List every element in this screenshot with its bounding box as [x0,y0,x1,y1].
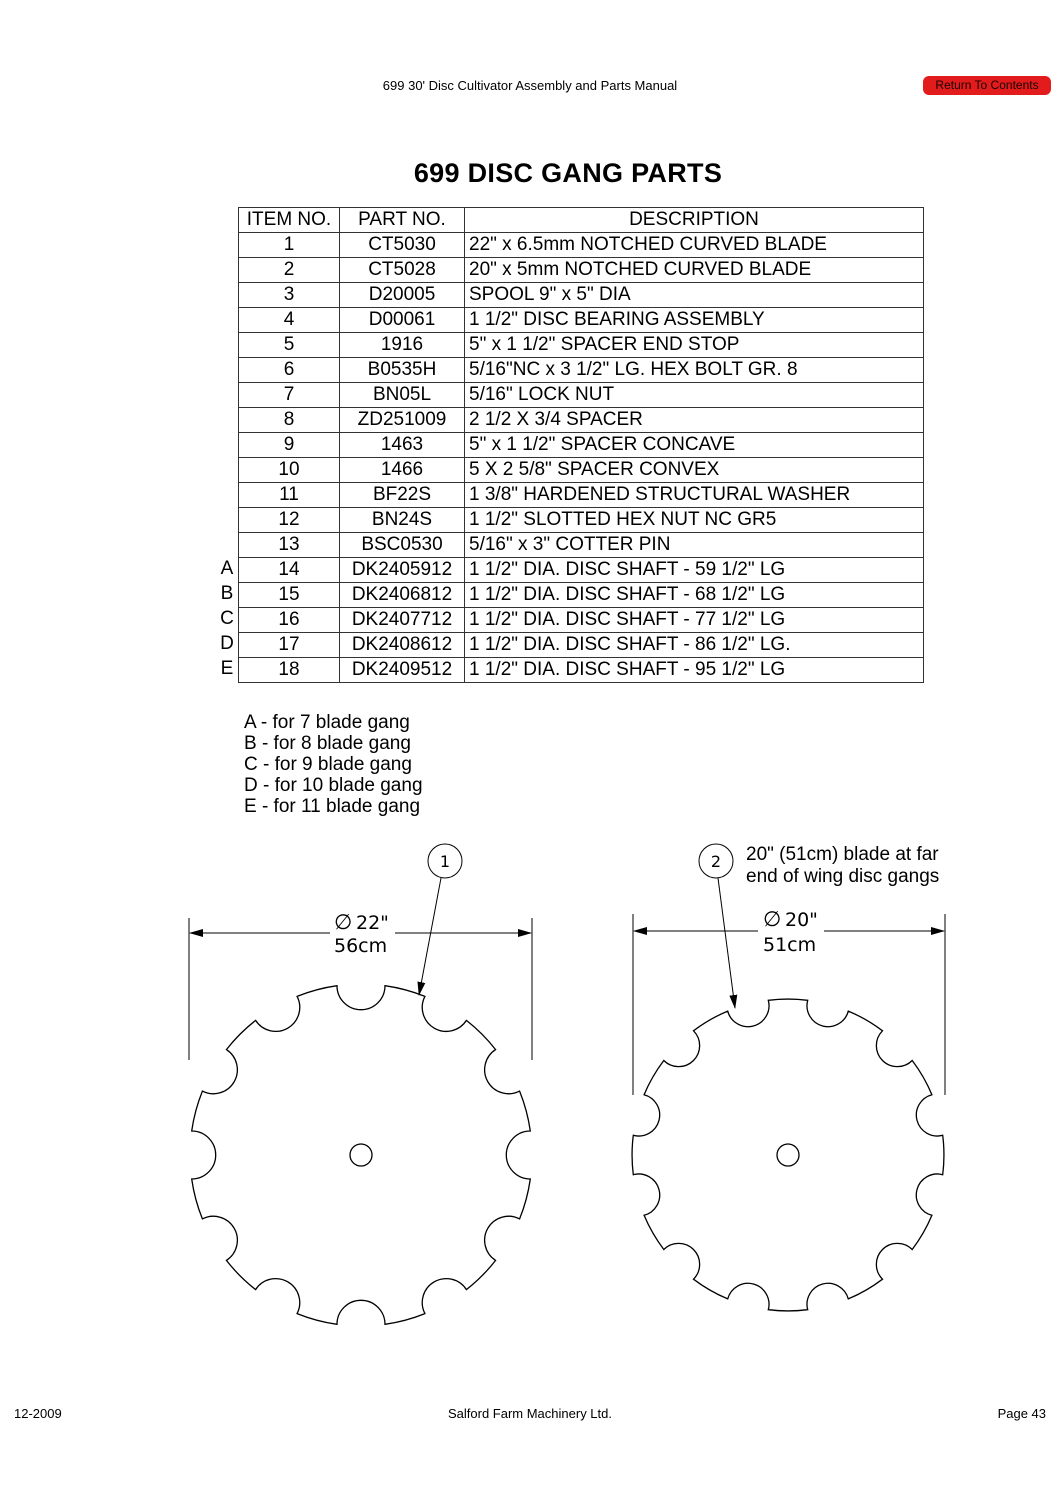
part-number-cell: DK2409512 [340,658,465,683]
footer-page-number: Page 43 [997,1406,1046,1421]
callout-leader-1 [419,878,441,995]
diameter-symbol-icon: ∅ [334,910,353,934]
item-number-cell: 6 [239,358,340,383]
item-number-cell: 15 [239,583,340,608]
part-number-cell: BN24S [340,508,465,533]
description-cell: 5/16"NC x 3 1/2" LG. HEX BOLT GR. 8 [465,358,924,383]
blade-22-dimension-cm: 56cm [334,935,388,957]
part-number-cell: DK2407712 [340,608,465,633]
item-number-cell: 2 [239,258,340,283]
blade-20-note-line-1: 20" (51cm) blade at far [746,844,939,865]
description-cell: 5" x 1 1/2" SPACER CONCAVE [465,433,924,458]
item-number-cell: 12 [239,508,340,533]
diameter-symbol-icon: ∅ [763,907,782,931]
item-number-cell: 10 [239,458,340,483]
part-number-cell: ZD251009 [340,408,465,433]
row-letter-marker: D [220,633,234,654]
description-cell: 5/16" LOCK NUT [465,383,924,408]
description-cell: 1 1/2" DIA. DISC SHAFT - 59 1/2" LG [465,558,924,583]
part-number-cell: CT5030 [340,233,465,258]
item-number-cell: 11 [239,483,340,508]
item-number-cell: 3 [239,283,340,308]
callout-number-2: 2 [710,852,722,871]
row-letter-marker: E [220,658,234,679]
part-number-cell: DK2406812 [340,583,465,608]
item-number-cell: 16 [239,608,340,633]
footer-date: 12-2009 [14,1406,62,1421]
note-line: E - for 11 blade gang [244,796,421,817]
blade-22-center-hole [350,1144,372,1166]
blade-22-dimension-inch: 22" [356,912,389,934]
blade-20-dimension-inch: 20" [785,909,818,931]
part-number-cell: BSC0530 [340,533,465,558]
part-number-cell: CT5028 [340,258,465,283]
description-cell: 1 1/2" DIA. DISC SHAFT - 95 1/2" LG [465,658,924,683]
item-number-cell: 13 [239,533,340,558]
blade-20-outline [632,999,944,1311]
row-letter-marker: A [220,558,234,579]
blade-20-center-hole [777,1144,799,1166]
description-cell: 1 1/2" SLOTTED HEX NUT NC GR5 [465,508,924,533]
note-line: C - for 9 blade gang [244,754,412,775]
part-number-cell: BF22S [340,483,465,508]
item-number-cell: 1 [239,233,340,258]
description-cell: 1 1/2" DISC BEARING ASSEMBLY [465,308,924,333]
description-cell: 1 3/8" HARDENED STRUCTURAL WASHER [465,483,924,508]
return-to-contents-button[interactable]: Return To Contents [923,76,1051,95]
part-number-cell: BN05L [340,383,465,408]
part-number-cell: DK2408612 [340,633,465,658]
item-number-cell: 14 [239,558,340,583]
blade-20-drawing [632,844,945,1311]
item-number-cell: 17 [239,633,340,658]
callout-number-1: 1 [439,852,451,871]
part-number-cell: 1466 [340,458,465,483]
item-number-cell: 5 [239,333,340,358]
page-title: 699 DISC GANG PARTS [413,158,723,188]
note-line: D - for 10 blade gang [244,775,423,796]
item-number-cell: 4 [239,308,340,333]
blade-22-outline [192,986,531,1325]
description-cell: 1 1/2" DIA. DISC SHAFT - 68 1/2" LG [465,583,924,608]
blade-20-note-line-2: end of wing disc gangs [746,866,940,887]
part-number-cell: DK2405912 [340,558,465,583]
column-header-description: DESCRIPTION [465,208,924,233]
part-number-cell: D20005 [340,283,465,308]
header-title: 699 30' Disc Cultivator Assembly and Parts Manual [382,78,678,93]
blade-20-dimension-cm: 51cm [763,934,817,956]
note-line: A - for 7 blade gang [244,712,410,733]
part-number-cell: D00061 [340,308,465,333]
item-number-cell: 7 [239,383,340,408]
description-cell: 2 1/2 X 3/4 SPACER [465,408,924,433]
column-header-part: PART NO. [340,208,465,233]
footer-company: Salford Farm Machinery Ltd. [447,1406,612,1421]
blade-22-drawing [189,844,532,1324]
description-cell: 5" x 1 1/2" SPACER END STOP [465,333,924,358]
part-number-cell: 1463 [340,433,465,458]
description-cell: 5 X 2 5/8" SPACER CONVEX [465,458,924,483]
row-letter-marker: C [220,608,234,629]
callout-leader-2 [718,878,735,1008]
description-cell: 22" x 6.5mm NOTCHED CURVED BLADE [465,233,924,258]
description-cell: 1 1/2" DIA. DISC SHAFT - 77 1/2" LG [465,608,924,633]
description-cell: 1 1/2" DIA. DISC SHAFT - 86 1/2" LG. [465,633,924,658]
part-number-cell: 1916 [340,333,465,358]
column-header-item: ITEM NO. [239,208,340,233]
part-number-cell: B0535H [340,358,465,383]
description-cell: 5/16" x 3" COTTER PIN [465,533,924,558]
note-line: B - for 8 blade gang [244,733,411,754]
description-cell: 20" x 5mm NOTCHED CURVED BLADE [465,258,924,283]
item-number-cell: 8 [239,408,340,433]
description-cell: SPOOL 9" x 5" DIA [465,283,924,308]
item-number-cell: 9 [239,433,340,458]
row-letter-marker: B [220,583,234,604]
item-number-cell: 18 [239,658,340,683]
